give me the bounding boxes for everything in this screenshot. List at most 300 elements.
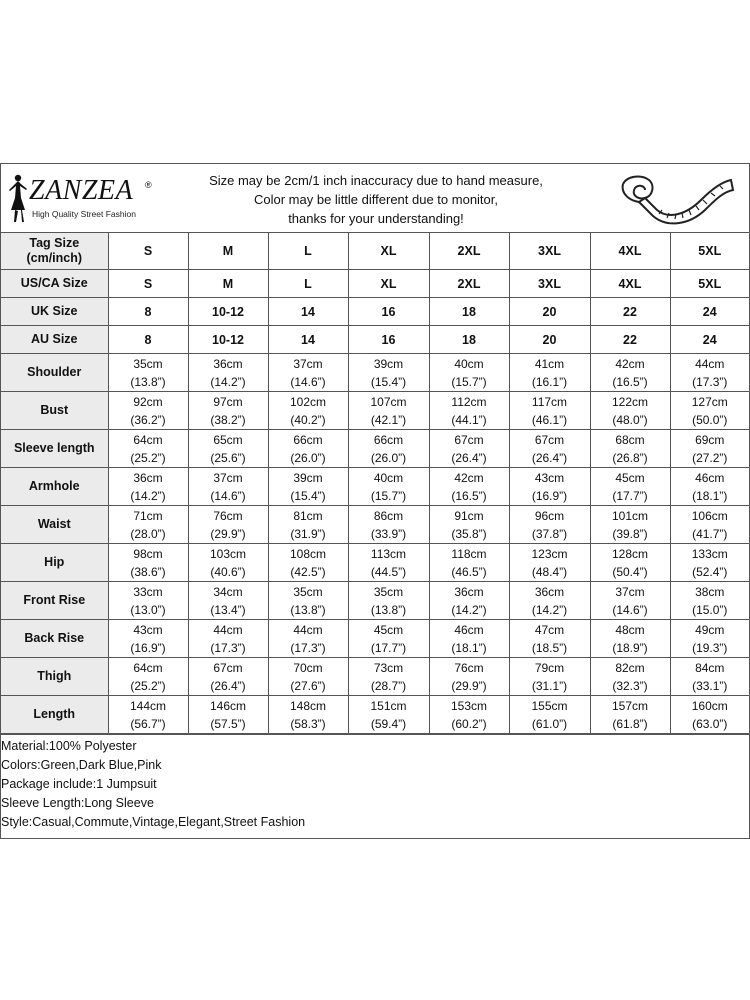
cm-value: 36cm bbox=[454, 584, 484, 599]
cm-value: 86cm bbox=[373, 508, 404, 523]
measurement-cell bbox=[429, 696, 509, 734]
inch-value: (42.1”) bbox=[370, 412, 407, 427]
inch-value: (18.1”) bbox=[692, 488, 728, 503]
measurement-cell bbox=[268, 620, 348, 658]
inch-value: (29.9”) bbox=[210, 526, 246, 541]
cm-value: 96cm bbox=[534, 508, 565, 523]
inch-value: (16.9”) bbox=[130, 640, 166, 655]
size-cell: 5XL bbox=[670, 270, 749, 298]
measurement-cell bbox=[348, 582, 429, 620]
inch-value: (31.9”) bbox=[290, 526, 326, 541]
brand-name: ZANZEA bbox=[29, 175, 134, 206]
cm-value: 67cm bbox=[534, 432, 565, 447]
inch-value: (19.3”) bbox=[692, 640, 728, 655]
measurement-row bbox=[1, 468, 749, 506]
measurement-notice bbox=[171, 171, 581, 228]
measurement-cell bbox=[268, 658, 348, 696]
size-cell: 2XL bbox=[429, 233, 509, 270]
size-cell: L bbox=[268, 270, 348, 298]
inch-value: (13.8”) bbox=[370, 602, 407, 617]
size-header-row bbox=[1, 298, 749, 326]
cm-value: 112cm bbox=[451, 394, 487, 409]
cm-value: 43cm bbox=[534, 470, 565, 485]
cm-value: 146cm bbox=[209, 698, 247, 713]
cm-value: 66cm bbox=[373, 432, 404, 447]
row-label: Length bbox=[1, 696, 108, 734]
cm-value: 102cm bbox=[289, 394, 327, 409]
cm-value: 34cm bbox=[213, 584, 243, 599]
measurement-row bbox=[1, 392, 749, 430]
inch-value: (15.7”) bbox=[370, 488, 407, 503]
measurement-cell bbox=[348, 392, 429, 430]
brand-tagline: High Quality Street Fashion bbox=[32, 209, 136, 219]
inch-value: (14.6”) bbox=[290, 374, 326, 389]
inch-value: (50.4”) bbox=[612, 564, 648, 579]
inch-value: (44.5”) bbox=[370, 564, 407, 579]
measurement-cell bbox=[590, 354, 670, 392]
cm-value: 67cm bbox=[213, 660, 243, 675]
size-cell: 16 bbox=[348, 298, 429, 326]
inch-value: (25.2”) bbox=[130, 678, 166, 693]
cm-value: 79cm bbox=[534, 660, 565, 675]
measurement-cell bbox=[188, 620, 268, 658]
cm-value: 42cm bbox=[454, 470, 484, 485]
size-cell: 5XL bbox=[670, 233, 749, 270]
cm-value: 68cm bbox=[615, 432, 645, 447]
measurement-cell bbox=[590, 430, 670, 468]
row-label: Waist bbox=[1, 506, 108, 544]
measurement-row bbox=[1, 354, 749, 392]
measurement-cell bbox=[188, 392, 268, 430]
cm-value: 45cm bbox=[373, 622, 404, 637]
fashion-model-icon bbox=[5, 172, 31, 224]
inch-value: (26.4”) bbox=[531, 450, 568, 465]
cm-value: 133cm bbox=[691, 546, 728, 561]
measurement-row bbox=[1, 620, 749, 658]
row-label: Back Rise bbox=[1, 620, 108, 658]
cm-value: 37cm bbox=[213, 470, 243, 485]
inch-value: (61.8”) bbox=[612, 716, 648, 731]
cm-value: 66cm bbox=[293, 432, 323, 447]
measurement-cell bbox=[429, 620, 509, 658]
cm-value: 128cm bbox=[611, 546, 649, 561]
row-label: Thigh bbox=[1, 658, 108, 696]
cm-value: 70cm bbox=[293, 660, 323, 675]
measurement-cell bbox=[670, 658, 749, 696]
cm-value: 45cm bbox=[615, 470, 645, 485]
measurement-cell bbox=[590, 658, 670, 696]
measurement-cell bbox=[429, 544, 509, 582]
measurement-cell bbox=[268, 696, 348, 734]
size-cell: 4XL bbox=[590, 233, 670, 270]
inch-value: (59.4”) bbox=[370, 716, 407, 731]
row-label: US/CA Size bbox=[1, 270, 108, 298]
row-label: Bust bbox=[1, 392, 108, 430]
cm-value: 41cm bbox=[534, 356, 565, 371]
cm-value: 46cm bbox=[454, 622, 484, 637]
style-text: Style:Casual,Commute,Vintage,Elegant,Street Fashion bbox=[1, 815, 306, 829]
inch-value: (13.8”) bbox=[290, 602, 326, 617]
cm-value: 101cm bbox=[611, 508, 649, 523]
measurement-cell bbox=[670, 506, 749, 544]
size-cell: S bbox=[108, 233, 188, 270]
inch-value: (26.4”) bbox=[451, 450, 487, 465]
measurement-cell bbox=[429, 582, 509, 620]
inch-value: (27.2”) bbox=[692, 450, 728, 465]
measurement-cell bbox=[268, 506, 348, 544]
inch-value: (14.6”) bbox=[612, 602, 648, 617]
measurement-cell bbox=[429, 354, 509, 392]
measuring-tape-icon bbox=[617, 170, 735, 226]
inch-value: (52.4”) bbox=[692, 564, 728, 579]
size-cell: 14 bbox=[268, 326, 348, 354]
cm-value: 91cm bbox=[454, 508, 484, 523]
measurement-cell bbox=[429, 468, 509, 506]
size-cell: XL bbox=[348, 270, 429, 298]
inch-value: (26.0”) bbox=[290, 450, 326, 465]
measurement-cell bbox=[268, 430, 348, 468]
cm-value: 123cm bbox=[531, 546, 568, 561]
inch-value: (63.0”) bbox=[692, 716, 728, 731]
measurement-cell bbox=[188, 658, 268, 696]
measurement-cell bbox=[670, 544, 749, 582]
measurement-cell bbox=[429, 658, 509, 696]
measurement-cell bbox=[108, 468, 188, 506]
inch-value: (16.5”) bbox=[451, 488, 487, 503]
measurement-cell bbox=[670, 354, 749, 392]
measurement-cell bbox=[670, 696, 749, 734]
inch-value: (40.6”) bbox=[210, 564, 246, 579]
cm-value: 44cm bbox=[293, 622, 323, 637]
measurement-cell bbox=[188, 582, 268, 620]
cm-value: 38cm bbox=[695, 584, 725, 599]
cm-value: 117cm bbox=[531, 394, 568, 409]
inch-value: (58.3”) bbox=[290, 716, 326, 731]
inch-value: (15.7”) bbox=[451, 374, 487, 389]
row-label: Front Rise bbox=[1, 582, 108, 620]
cm-value: 47cm bbox=[534, 622, 565, 637]
size-cell: 18 bbox=[429, 326, 509, 354]
measurement-cell bbox=[509, 658, 590, 696]
sleeve-length-text: Sleeve Length:Long Sleeve bbox=[1, 796, 154, 810]
cm-value: 97cm bbox=[213, 394, 243, 409]
measurement-cell bbox=[429, 506, 509, 544]
size-cell: S bbox=[108, 270, 188, 298]
inch-value: (41.7”) bbox=[692, 526, 728, 541]
brand-logo bbox=[5, 172, 155, 224]
measurement-cell bbox=[670, 620, 749, 658]
measurement-cell bbox=[108, 506, 188, 544]
row-label: Hip bbox=[1, 544, 108, 582]
cm-value: 39cm bbox=[373, 356, 404, 371]
cm-value: 65cm bbox=[213, 432, 243, 447]
inch-value: (15.4”) bbox=[290, 488, 326, 503]
measurement-cell bbox=[429, 430, 509, 468]
cm-value: 76cm bbox=[454, 660, 484, 675]
row-label: UK Size bbox=[1, 298, 108, 326]
inch-value: (14.2”) bbox=[531, 602, 568, 617]
inch-value: (46.1”) bbox=[531, 412, 568, 427]
measurement-cell bbox=[509, 544, 590, 582]
cm-value: 118cm bbox=[451, 546, 487, 561]
inch-value: (13.4”) bbox=[210, 602, 246, 617]
inch-value: (57.5”) bbox=[210, 716, 246, 731]
measurement-cell bbox=[509, 696, 590, 734]
measurement-cell bbox=[509, 620, 590, 658]
cm-value: 82cm bbox=[615, 660, 645, 675]
inch-value: (39.8”) bbox=[612, 526, 648, 541]
cm-value: 48cm bbox=[615, 622, 645, 637]
cm-value: 40cm bbox=[454, 356, 484, 371]
inch-value: (18.5”) bbox=[531, 640, 568, 655]
inch-value: (17.3”) bbox=[692, 374, 728, 389]
size-cell: 20 bbox=[509, 298, 590, 326]
cm-value: 113cm bbox=[370, 546, 407, 561]
measurement-cell bbox=[108, 658, 188, 696]
inch-value: (17.7”) bbox=[612, 488, 648, 503]
measurement-cell bbox=[348, 658, 429, 696]
size-cell: 3XL bbox=[509, 233, 590, 270]
inch-value: (25.2”) bbox=[130, 450, 166, 465]
cm-value: 155cm bbox=[531, 698, 568, 713]
inch-value: (26.8”) bbox=[612, 450, 648, 465]
inch-value: (14.2”) bbox=[451, 602, 487, 617]
inch-value: (46.5”) bbox=[451, 564, 487, 579]
colors-text: Colors:Green,Dark Blue,Pink bbox=[1, 758, 162, 772]
measurement-cell bbox=[108, 696, 188, 734]
measurement-row bbox=[1, 544, 749, 582]
size-cell: 3XL bbox=[509, 270, 590, 298]
row-label: AU Size bbox=[1, 326, 108, 354]
size-table bbox=[1, 233, 749, 734]
cm-value: 43cm bbox=[133, 622, 163, 637]
inch-value: (28.7”) bbox=[370, 678, 407, 693]
cm-value: 36cm bbox=[534, 584, 565, 599]
inch-value: (17.3”) bbox=[210, 640, 246, 655]
measurement-row bbox=[1, 658, 749, 696]
row-label: Sleeve length bbox=[1, 430, 108, 468]
cm-value: 67cm bbox=[454, 432, 484, 447]
cm-value: 81cm bbox=[293, 508, 323, 523]
cm-value: 122cm bbox=[611, 394, 649, 409]
measurement-cell bbox=[670, 430, 749, 468]
inch-value: (48.4”) bbox=[531, 564, 568, 579]
inch-value: (18.1”) bbox=[451, 640, 487, 655]
cm-value: 71cm bbox=[133, 508, 163, 523]
inch-value: (33.9”) bbox=[370, 526, 407, 541]
inch-value: (26.4”) bbox=[210, 678, 246, 693]
cm-value: 37cm bbox=[615, 584, 645, 599]
cm-value: 106cm bbox=[691, 508, 728, 523]
measurement-cell bbox=[670, 468, 749, 506]
inch-value: (14.6”) bbox=[210, 488, 246, 503]
cm-value: 153cm bbox=[450, 698, 488, 713]
inch-value: (60.2”) bbox=[451, 716, 487, 731]
measurement-cell bbox=[108, 620, 188, 658]
cm-value: 127cm bbox=[691, 394, 728, 409]
measurement-cell bbox=[188, 354, 268, 392]
cm-value: 151cm bbox=[370, 698, 407, 713]
measurement-cell bbox=[188, 506, 268, 544]
measurement-cell bbox=[108, 354, 188, 392]
measurement-cell bbox=[348, 354, 429, 392]
measurement-cell bbox=[509, 468, 590, 506]
cm-value: 148cm bbox=[289, 698, 327, 713]
cm-value: 42cm bbox=[615, 356, 645, 371]
inch-value: (31.1”) bbox=[531, 678, 568, 693]
measurement-cell bbox=[670, 582, 749, 620]
size-header-row bbox=[1, 270, 749, 298]
row-label: Armhole bbox=[1, 468, 108, 506]
measurement-cell bbox=[509, 582, 590, 620]
measurement-cell bbox=[188, 468, 268, 506]
cm-value: 144cm bbox=[129, 698, 167, 713]
cm-value: 76cm bbox=[213, 508, 243, 523]
cm-value: 160cm bbox=[691, 698, 728, 713]
size-cell: 10-12 bbox=[188, 326, 268, 354]
size-cell: 4XL bbox=[590, 270, 670, 298]
inch-value: (32.3”) bbox=[612, 678, 648, 693]
size-cell: M bbox=[188, 233, 268, 270]
size-cell: 22 bbox=[590, 298, 670, 326]
size-cell: 10-12 bbox=[188, 298, 268, 326]
measurement-cell bbox=[429, 392, 509, 430]
measurement-cell bbox=[348, 544, 429, 582]
inch-value: (38.2”) bbox=[210, 412, 246, 427]
inch-value: (44.1”) bbox=[451, 412, 487, 427]
notice-line: Color may be little different due to monitor, bbox=[254, 192, 498, 207]
cm-value: 37cm bbox=[293, 356, 323, 371]
measurement-cell bbox=[268, 468, 348, 506]
measurement-cell bbox=[509, 354, 590, 392]
cm-value: 84cm bbox=[695, 660, 725, 675]
size-cell: 22 bbox=[590, 326, 670, 354]
measurement-cell bbox=[590, 506, 670, 544]
size-cell: 24 bbox=[670, 298, 749, 326]
cm-value: 69cm bbox=[695, 432, 725, 447]
inch-value: (16.1”) bbox=[531, 374, 568, 389]
cm-value: 35cm bbox=[373, 584, 404, 599]
cm-value: 44cm bbox=[695, 356, 725, 371]
cm-value: 108cm bbox=[289, 546, 327, 561]
inch-value: (15.0”) bbox=[692, 602, 728, 617]
size-cell: 8 bbox=[108, 298, 188, 326]
size-cell: 16 bbox=[348, 326, 429, 354]
inch-value: (29.9”) bbox=[451, 678, 487, 693]
cm-value: 73cm bbox=[373, 660, 404, 675]
measurement-cell bbox=[509, 506, 590, 544]
cm-value: 46cm bbox=[695, 470, 725, 485]
cm-value: 39cm bbox=[293, 470, 323, 485]
measurement-row bbox=[1, 582, 749, 620]
measurement-cell bbox=[268, 392, 348, 430]
inch-value: (56.7”) bbox=[130, 716, 166, 731]
inch-value: (18.9”) bbox=[612, 640, 648, 655]
size-cell: XL bbox=[348, 233, 429, 270]
measurement-cell bbox=[108, 544, 188, 582]
cm-value: 35cm bbox=[133, 356, 163, 371]
measurement-cell bbox=[348, 506, 429, 544]
inch-value: (36.2”) bbox=[130, 412, 166, 427]
measurement-cell bbox=[509, 430, 590, 468]
package-text: Package include:1 Jumpsuit bbox=[1, 777, 157, 791]
measurement-cell bbox=[590, 696, 670, 734]
measurement-cell bbox=[590, 468, 670, 506]
inch-value: (61.0”) bbox=[531, 716, 568, 731]
measurement-cell bbox=[348, 468, 429, 506]
cm-value: 103cm bbox=[209, 546, 247, 561]
inch-value: (48.0”) bbox=[612, 412, 648, 427]
measurement-row bbox=[1, 506, 749, 544]
inch-value: (15.4”) bbox=[370, 374, 407, 389]
measurement-cell bbox=[590, 392, 670, 430]
measurement-row bbox=[1, 696, 749, 734]
row-label: Shoulder bbox=[1, 354, 108, 392]
cm-value: 92cm bbox=[133, 394, 163, 409]
measurement-cell bbox=[268, 544, 348, 582]
inch-value: (14.2”) bbox=[130, 488, 166, 503]
cm-value: 40cm bbox=[373, 470, 404, 485]
measurement-cell bbox=[590, 620, 670, 658]
notice-line: thanks for your understanding! bbox=[288, 211, 464, 226]
measurement-row bbox=[1, 430, 749, 468]
cm-value: 64cm bbox=[133, 432, 163, 447]
size-header-row bbox=[1, 326, 749, 354]
cm-value: 49cm bbox=[695, 622, 725, 637]
measurement-cell bbox=[108, 392, 188, 430]
cm-value: 35cm bbox=[293, 584, 323, 599]
measurement-cell bbox=[348, 696, 429, 734]
measurement-cell bbox=[670, 392, 749, 430]
cm-value: 36cm bbox=[133, 470, 163, 485]
measurement-cell bbox=[188, 430, 268, 468]
row-label: Tag Size (cm/inch) bbox=[1, 233, 108, 270]
cm-value: 33cm bbox=[133, 584, 163, 599]
inch-value: (13.0”) bbox=[130, 602, 166, 617]
size-cell: 8 bbox=[108, 326, 188, 354]
cm-value: 64cm bbox=[133, 660, 163, 675]
notice-line: Size may be 2cm/1 inch inaccuracy due to hand measure, bbox=[209, 173, 543, 188]
inch-value: (28.0”) bbox=[130, 526, 166, 541]
size-cell: L bbox=[268, 233, 348, 270]
inch-value: (37.8”) bbox=[531, 526, 568, 541]
material-text: Material:100% Polyester bbox=[1, 739, 137, 753]
measurement-cell bbox=[590, 582, 670, 620]
size-header-row bbox=[1, 233, 749, 270]
measurement-cell bbox=[268, 582, 348, 620]
measurement-cell bbox=[590, 544, 670, 582]
cm-value: 44cm bbox=[213, 622, 243, 637]
inch-value: (27.6”) bbox=[290, 678, 326, 693]
size-cell: 2XL bbox=[429, 270, 509, 298]
size-cell: 20 bbox=[509, 326, 590, 354]
measurement-cell bbox=[108, 430, 188, 468]
chart-header bbox=[1, 164, 749, 233]
measurement-cell bbox=[108, 582, 188, 620]
inch-value: (50.0”) bbox=[692, 412, 728, 427]
product-info bbox=[1, 734, 749, 838]
inch-value: (13.8”) bbox=[130, 374, 166, 389]
inch-value: (17.7”) bbox=[370, 640, 407, 655]
inch-value: (26.0”) bbox=[370, 450, 407, 465]
measurement-cell bbox=[268, 354, 348, 392]
inch-value: (42.5”) bbox=[290, 564, 326, 579]
inch-value: (33.1”) bbox=[692, 678, 728, 693]
measurement-cell bbox=[348, 620, 429, 658]
inch-value: (35.8”) bbox=[451, 526, 487, 541]
inch-value: (38.6”) bbox=[130, 564, 166, 579]
cm-value: 107cm bbox=[370, 394, 407, 409]
